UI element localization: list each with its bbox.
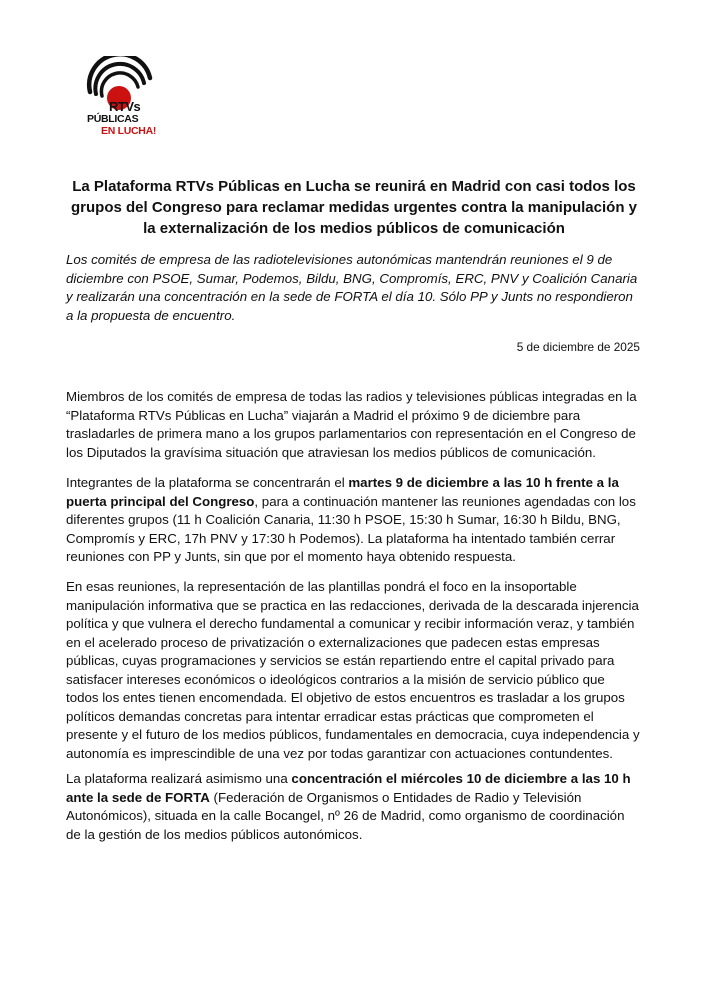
body-paragraph-4 [66,770,641,844]
paragraph-2-bold-text: martes 9 de diciembre a las 10 h frente a la puerta principal del Congreso [66,475,619,509]
rtvs-publicas-logo [84,56,164,142]
paragraph-2-text-end: , para a continuación mantener las reuniones agendadas con los diferentes grupos (11 h Coalición Canaria, 11:30 h PSOE, 15:30 h Sumar, 16:30 h Bildu, BNG, Compromís y ERC, 17h PNV y 17:30 h Podemos). La plataforma ha intentado también cerrar reuniones con PP y Junts, sin que por el momento haya obtenido respuesta. [66,493,636,564]
body-paragraph-2 [66,474,641,567]
body-paragraph-3: En esas reuniones, la representación de las plantillas pondrá el foco en la insoportable manipulación informativa que se practica en las redacciones, derivada de la descarada injerencia política y que vulnera el derecho fundamental a comunicar y recibir información veraz, y también en el acelerado proceso de privatización o externalizaciones que padecen estas empresas públicas, cuyas programaciones y servicios se están repartiendo entre el capital privado para satisfacer intereses económicos o ideológicos contrarios a la misión de servicio público que todos los entes tienen encomendada. El objetivo de estos encuentros es trasladar a los grupos políticos demandas concretas para intentar erradicar estas prácticas que comprometen el presente y el futuro de los medios públicos, fundamentales en democracia, cuya independencia y autonomía es imprescindible de una vez por todas garantizar con actuaciones contundentes. [66,579,640,761]
body-paragraph-1: Miembros de los comités de empresa de todas las radios y televisiones públicas integradas en la “Plataforma RTVs Públicas en Lucha” viajarán a Madrid el próximo 9 de diciembre para trasladarles de primera mano a los grupos parlamentarios con representación en el Congreso de los Diputados la gravísima situación que atraviesan los medios públicos de comunicación. [66,389,637,460]
paragraph-4-bold-text: concentración el miércoles 10 de diciembre a las 10 h ante la sede de FORTA [66,771,631,805]
press-release-date: 5 de diciembre de 2025 [516,340,640,354]
press-release-title: La Plataforma RTVs Públicas en Lucha se reunirá en Madrid con casi todos los grupos del Congreso para reclamar medidas urgentes contra la manipulación y la externalización de los medios públicos de comunicación [71,178,637,237]
logo-text-rtvs: RTVs [109,99,141,114]
logo-text-en-lucha: EN LUCHA! [101,125,157,137]
paragraph-4-text-start: La plataforma realizará asimismo una [66,771,292,786]
paragraph-2-text-start: Integrantes de la plataforma se concentrarán el [66,475,349,490]
logo-text-publicas: PÚBLICAS [87,113,139,125]
press-release-subtitle: Los comités de empresa de las radiotelevisiones autonómicas mantendrán reuniones el 9 de diciembre con PSOE, Sumar, Podemos, Bildu, BNG, Compromís, ERC, PNV y Coalición Canaria y realizarán una concentración en la sede de FORTA el día 10. Sólo PP y Junts no respondieron a la propuesta de encuentro. [66,252,638,323]
paragraph-4-text-end: (Federación de Organismos o Entidades de Radio y Televisión Autonómicos), situada en la calle Bocangel, nº 26 de Madrid, como organismo de coordinación de la gestión de los medios públicos autonómicos. [66,789,625,842]
